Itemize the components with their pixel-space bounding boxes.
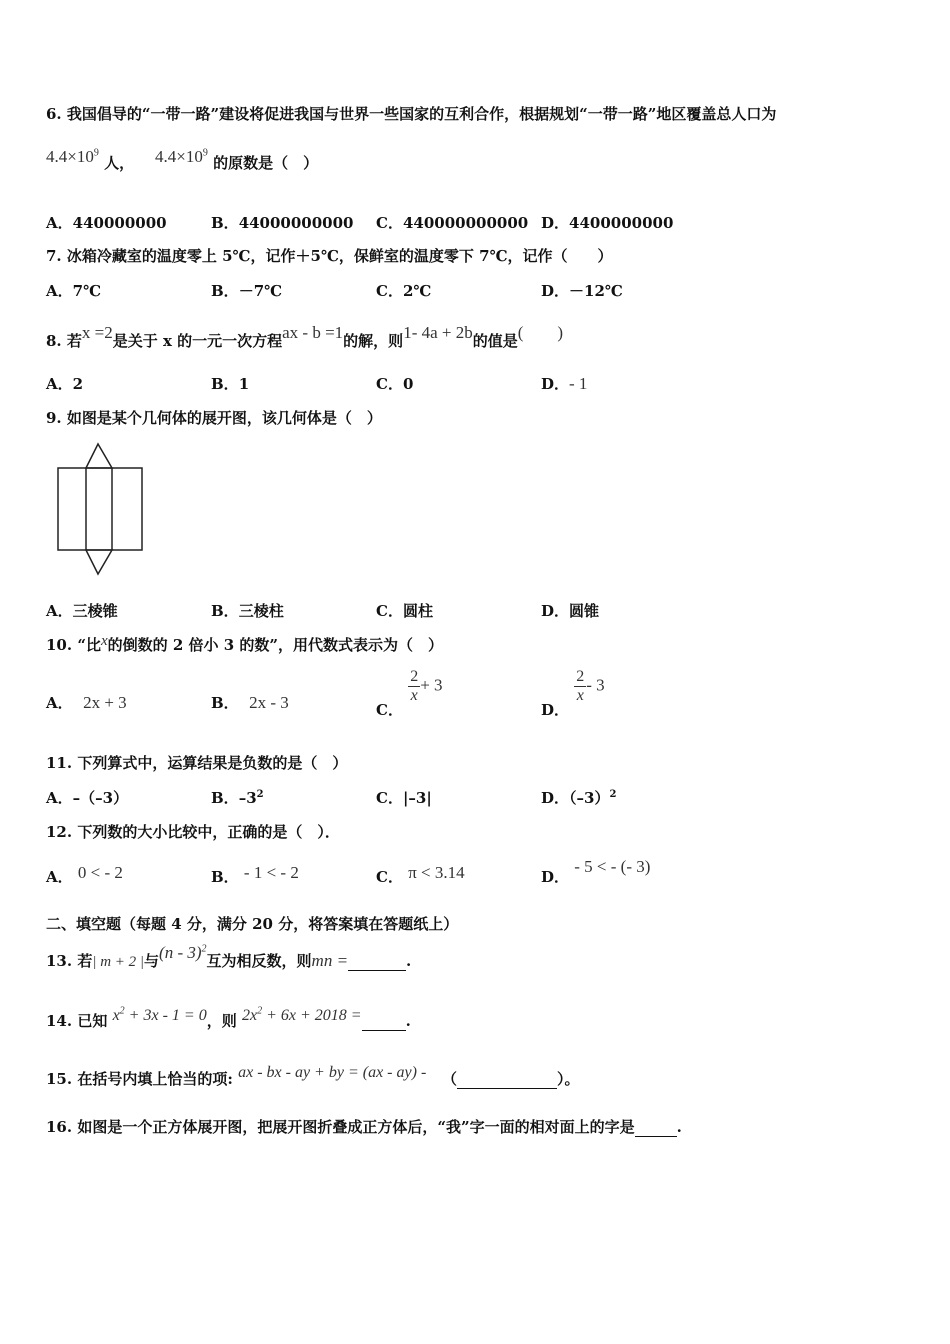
q11-stem: 11. 下列算式中，运算结果是负数的是（ ） — [46, 754, 348, 772]
q10-option-d[interactable]: D． $\frac{2}{x}$ - 3 — [541, 668, 605, 719]
fraction-2-over-x: $\frac{2}{x}$ — [576, 668, 585, 704]
q11-option-b[interactable]: B．$-3^2$ — [211, 789, 264, 807]
q10-stem: 10. “比x的倒数的 2 倍小 3 的数”，用代数式表示为（ ） — [46, 633, 444, 654]
q6-stem: 6. 我国倡导的“一带一路”建设将促进我国与世界一些国家的互利合作，根据规划“一带一路”地区覆盖总人口为 — [46, 105, 777, 123]
q8-option-c[interactable]: C．0 — [376, 375, 414, 393]
q9-option-a[interactable]: A．三棱锥 — [46, 602, 118, 620]
q9-option-b[interactable]: B．三棱柱 — [211, 602, 284, 620]
q7-option-a[interactable]: A．7℃ — [46, 282, 102, 300]
q16-stem: 16. 如图是一个正方体展开图，把展开图折叠成正方体后，“我”字一面的相对面上的字是 . — [46, 1118, 682, 1136]
q10-option-a[interactable]: A． 2x + 3 — [46, 693, 127, 712]
q12-option-a[interactable]: A． 0 < - 2 — [46, 863, 123, 886]
q12-option-c[interactable]: C． π < 3.14 — [376, 863, 465, 886]
q7-option-b[interactable]: B．－7℃ — [211, 282, 283, 300]
q9-stem: 9. 如图是某个几何体的展开图，该几何体是（ ） — [46, 409, 382, 427]
section-fill-in-title: 二、填空题（每题 4 分，满分 20 分，将答案填在答题纸上） — [46, 915, 459, 933]
q10-option-b[interactable]: B． 2x - 3 — [211, 693, 289, 712]
q14-stem: 14. 已知 $x^2 + 3x - 1 = 0$，则 $2x^2 + 6x + 2018$ = . — [46, 1005, 411, 1030]
q12-stem: 12. 下列数的大小比较中，正确的是（ ）． — [46, 823, 340, 841]
q9-option-d[interactable]: D．圆锥 — [541, 602, 600, 620]
q6-option-d[interactable]: D．4400000000 — [541, 214, 674, 232]
q11-option-d[interactable]: D．$(-3)^2$ — [541, 789, 617, 807]
q7-option-d[interactable]: D．－12℃ — [541, 282, 623, 300]
q9-option-c[interactable]: C．圆柱 — [376, 602, 433, 620]
q11-option-a[interactable]: A．–（–3） — [46, 789, 129, 807]
q11-option-c[interactable]: C．|–3| — [376, 789, 432, 807]
prism-net-figure — [52, 438, 148, 580]
q12-option-d[interactable]: D． - 5 < - (- 3) — [541, 857, 651, 886]
q15-answer-blank[interactable] — [457, 1070, 557, 1089]
q6-option-c[interactable]: C．440000000000 — [376, 214, 529, 232]
q7-stem: 7. 冰箱冷藏室的温度零上 5℃，记作＋5℃，保鲜室的温度零下 7℃，记作（ ） — [46, 247, 613, 265]
q14-answer-blank[interactable] — [362, 1012, 406, 1031]
q6-stem-line2: $4.4\times 10^9$ 人， $4.4\times 10^9$ 的原数是（ ） — [46, 147, 319, 172]
fraction-2-over-x: $\frac{2}{x}$ — [410, 668, 419, 704]
q12-option-b[interactable]: B． - 1 < - 2 — [211, 863, 299, 886]
q6-option-a[interactable]: A．440000000 — [46, 214, 167, 232]
q7-option-c[interactable]: C．2℃ — [376, 282, 432, 300]
q8-stem: 8. 若x =2是关于 x 的一元一次方程ax - b =1的解，则1- 4a + 2b的值是( ) — [46, 323, 564, 350]
q8-option-a[interactable]: A．2 — [46, 375, 84, 393]
q10-option-c[interactable]: C． $\frac{2}{x}$ + 3 — [376, 668, 443, 719]
q15-stem: 15. 在括号内填上恰当的项: ax - bx - ay + by = (ax - ay) - （ ）。 — [46, 1064, 580, 1088]
q16-answer-blank[interactable] — [635, 1118, 677, 1137]
q8-option-b[interactable]: B．1 — [211, 375, 250, 393]
q8-option-d[interactable]: D．- 1 — [541, 374, 588, 393]
q13-answer-blank[interactable] — [348, 952, 406, 971]
q13-stem: 13. 若| m + 2 |与(n - 3)$^2$互为相反数，则mn = . — [46, 943, 412, 970]
q6-option-b[interactable]: B．44000000000 — [211, 214, 354, 232]
